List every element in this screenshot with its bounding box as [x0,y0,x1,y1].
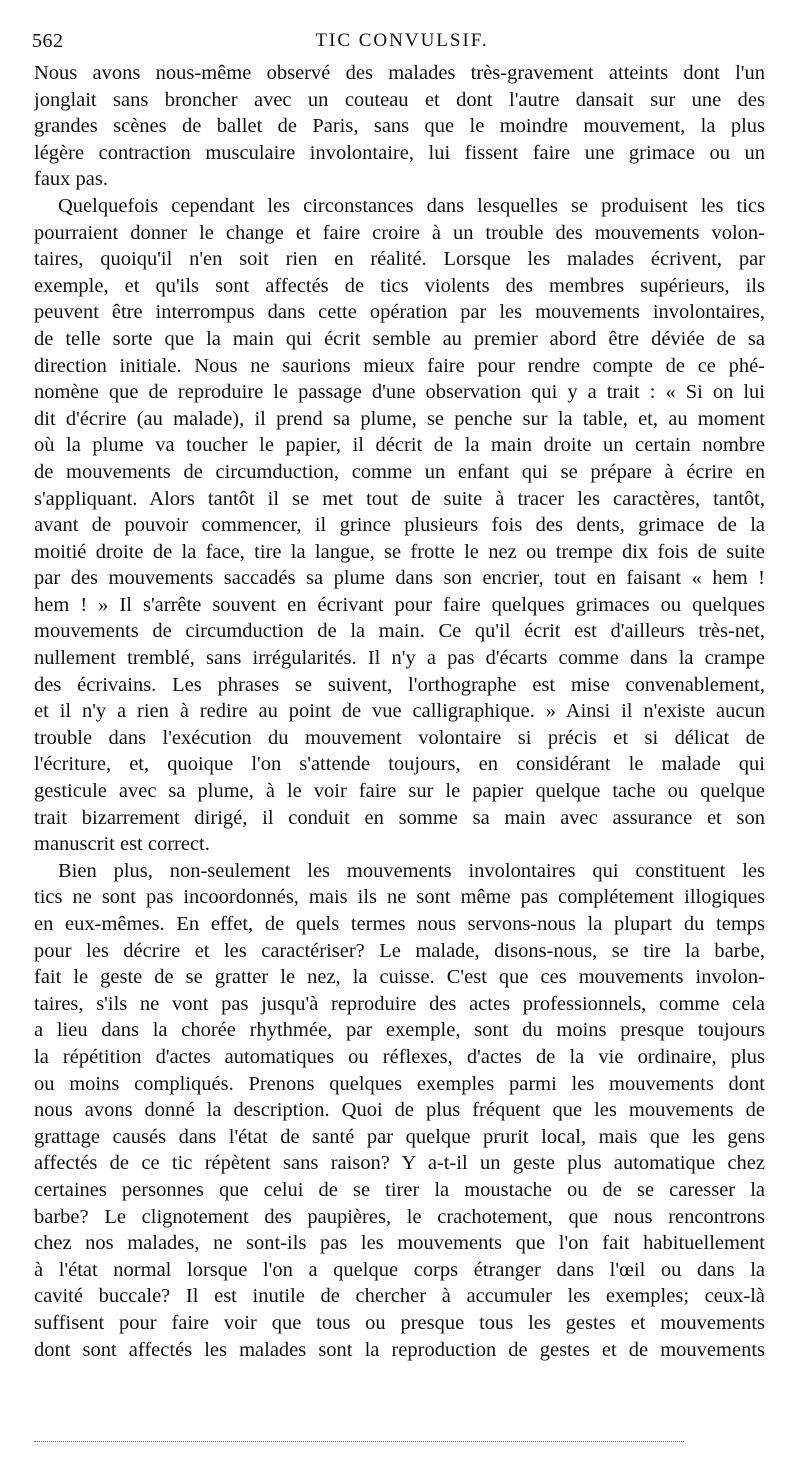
text-line: gesticule avec sa plume, à le voir faire sur le papier quelque tache ou quelque [34,780,765,803]
text-line: pour les décrire et les caractériser? Le malade, disons-nous, se tire la barbe, [34,939,765,962]
text-line: jonglait sans broncher avec un couteau et dont l'autre dansait sur une des [34,88,765,111]
text-line: l'écriture, et, quoique l'on s'attende toujours, en considérant le malade qui [34,753,765,776]
text-line: exemple, et qu'ils sont affectés de tics violents des membres supérieurs, ils [34,274,765,297]
text-line: des écrivains. Les phrases se suivent, l'orthographe est mise convenablement, [34,673,765,696]
text-line: barbe? Le clignotement des paupières, le crachotement, que nous rencontrons [34,1205,765,1228]
text-line: nomène que de reproduire le passage d'une observation qui y a trait : « Si on lui [34,381,765,404]
text-line: par des mouvements saccadés sa plume dans son encrier, tout en faisant « hem ! [34,567,765,590]
text-line: certaines personnes que celui de se tirer la moustache ou de se caresser la [34,1178,765,1201]
text-line: la répétition d'actes automatiques ou réflexes, d'actes de la vie ordinaire, plus [34,1045,765,1068]
text-line: trait bizarrement dirigé, il conduit en somme sa main avec assurance et son [34,806,765,829]
text-line: pourraient donner le change et faire croire à un trouble des mouvements volon- [34,221,765,244]
text-line: direction initiale. Nous ne saurions mieux faire pour rendre compte de ce phé- [34,354,765,377]
text-line: affectés de ce tic répètent sans raison? Y a-t-il un geste plus automatique chez [34,1152,765,1175]
text-line: chez nos malades, ne sont-ils pas les mouvements que l'on fait habituellement [34,1232,765,1255]
text-line: nullement tremblé, sans irrégularités. Il n'y a pas d'écarts comme dans la crampe [34,647,765,670]
text-line: Quelquefois cependant les circonstances dans lesquelles se produisent les tics [58,194,765,217]
text-line: où la plume va toucher le papier, il décrit de la main droite un certain nombre [34,434,765,457]
text-line: suffisent pour faire voir que tous ou presque tous les gestes et mouvements [34,1311,765,1334]
text-line: et il n'y a rien à redire au point de vue calligraphique. » Ainsi il n'existe aucun [34,700,765,723]
body-text [34,60,765,1363]
running-title: TIC CONVULSIF. [315,30,489,51]
text-line: mouvements de circumduction de la main. Ce qu'il écrit est d'ailleurs très-net, [34,620,765,643]
text-line: nous avons donné la description. Quoi de plus fréquent que les mouvements de [34,1099,765,1122]
text-line: dit d'écrire (au malade), il prend sa plume, se penche sur la table, et, au moment [34,407,765,430]
text-line: a lieu dans la chorée rhythmée, par exemple, sont du moins presque toujours [34,1019,765,1042]
page-number: 562 [32,30,64,52]
text-line: s'appliquant. Alors tantôt il se met tout de suite à tracer les caractères, tantôt, [34,487,765,510]
text-line: en eux-mêmes. En effet, de quels termes nous servons-nous la plupart du temps [34,913,765,935]
text-line: taires, s'ils ne vont pas jusqu'à reproduire des actes professionnels, comme cela [34,992,765,1015]
footer-dotted-rule [34,1441,684,1442]
text-line: hem ! » Il s'arrête souvent en écrivant pour faire quelques grimaces ou quelques [34,593,765,616]
text-line: de telle sorte que la main qui écrit semble au premier abord être déviée de sa [34,327,765,350]
text-line: ou moins compliqués. Prenons quelques exemples parmi les mouvements dont [34,1072,765,1095]
text-line: grandes scènes de ballet de Paris, sans que le moindre mouvement, la plus [34,115,765,138]
text-line: à l'état normal lorsque l'on a quelque corps étranger dans l'œil ou dans la [34,1258,765,1281]
text-line: tics ne sont pas incoordonnés, mais ils ne sont même pas complétement illogiques [34,886,765,909]
text-line: dont sont affectés les malades sont la reproduction de gestes et de mouvements [34,1338,765,1361]
text-line: taires, quoiqu'il n'en soit rien en réalité. Lorsque les malades écrivent, par [34,248,765,271]
text-line: avant de pouvoir commencer, il grince plusieurs fois des dents, grimace de la [34,514,765,537]
text-line: faux pas. [34,168,109,191]
text-line: trouble dans l'exécution du mouvement volontaire si précis et si délicat de [34,726,765,749]
text-line: cavité buccale? Il est inutile de chercher à accumuler les exemples; ceux-là [34,1285,765,1308]
text-line: grattage causés dans l'état de santé par quelque prurit local, mais que les gens [34,1125,765,1148]
text-line: peuvent être interrompus dans cette opération par les mouvements involontaires, [34,301,765,324]
text-line: Bien plus, non-seulement les mouvements involontaires qui constituent les [58,859,765,882]
text-line: Nous avons nous-même observé des malades très-gravement atteints dont l'un [34,62,765,84]
page-header [32,30,772,60]
text-line: moitié droite de la face, tire la langue, se frotte le nez ou trempe dix fois de suite [34,540,765,563]
text-line: fait le geste de se gratter le nez, la cuisse. C'est que ces mouvements involon- [34,966,765,989]
text-line: légère contraction musculaire involontaire, lui fissent faire une grimace ou un [34,141,765,164]
text-line: de mouvements de circumduction, comme un enfant qui se prépare à écrire en [34,460,765,483]
text-line: manuscrit est correct. [34,833,210,856]
